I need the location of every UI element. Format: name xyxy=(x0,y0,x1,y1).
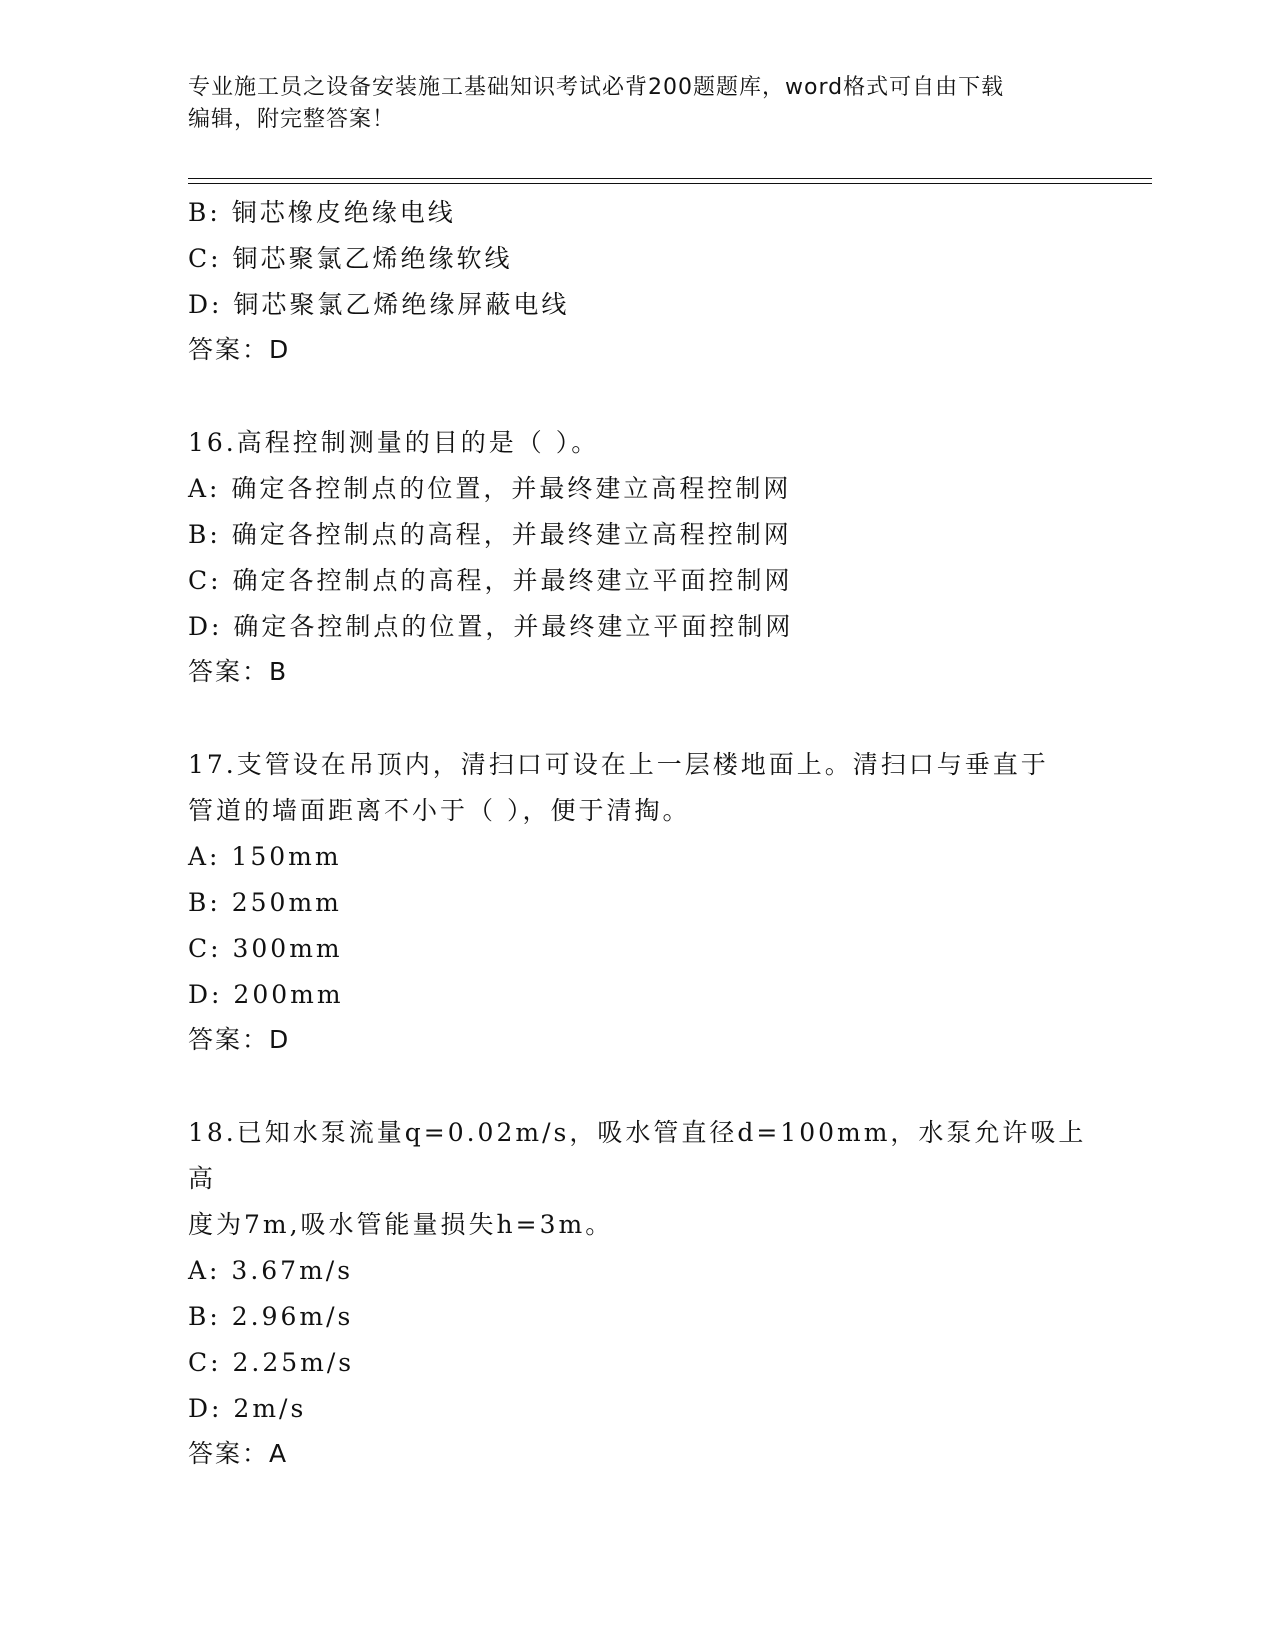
option-d: D: 2m/s xyxy=(188,1394,307,1423)
option-a: A: 3.67m/s xyxy=(188,1256,354,1285)
answer: 答案：D xyxy=(188,335,291,364)
question-text-line-2: 管道的墙面距离不小于（ ），便于清掏。 xyxy=(188,796,691,825)
question-18 xyxy=(188,1110,1088,1476)
option-d: D: 200mm xyxy=(188,980,344,1009)
option-c: C: 确定各控制点的高程，并最终建立平面控制网 xyxy=(188,566,793,595)
option-d: D: 铜芯聚氯乙烯绝缘屏蔽电线 xyxy=(188,290,570,319)
option-a: A: 确定各控制点的位置，并最终建立高程控制网 xyxy=(188,474,792,503)
header-divider-bottom xyxy=(188,183,1152,184)
header-title-line-2: 编辑，附完整答案！ xyxy=(188,107,396,132)
header-divider-top xyxy=(188,178,1152,179)
question-list xyxy=(188,190,1088,1476)
option-b: B: 铜芯橡皮绝缘电线 xyxy=(188,198,456,227)
question-17 xyxy=(188,742,1088,1062)
answer: 答案：B xyxy=(188,657,289,686)
question-text-line-1: 18.已知水泵流量q=0.02m/s，吸水管直径d=100mm，水泵允许吸上高 xyxy=(188,1118,1087,1193)
question-text-line-1: 17.支管设在吊顶内，清扫口可设在上一层楼地面上。清扫口与垂直于 xyxy=(188,750,1049,779)
document-header xyxy=(188,72,1088,136)
question-text: 16.高程控制测量的目的是（ ）。 xyxy=(188,428,600,457)
option-b: B: 250mm xyxy=(188,888,342,917)
option-a: A: 150mm xyxy=(188,842,342,871)
option-b: B: 2.96m/s xyxy=(188,1302,354,1331)
option-c: C: 铜芯聚氯乙烯绝缘软线 xyxy=(188,244,513,273)
option-c: C: 2.25m/s xyxy=(188,1348,355,1377)
answer: 答案：A xyxy=(188,1439,289,1468)
question-15-continued xyxy=(188,190,1088,372)
question-16 xyxy=(188,420,1088,694)
option-d: D: 确定各控制点的位置，并最终建立平面控制网 xyxy=(188,612,794,641)
option-c: C: 300mm xyxy=(188,934,343,963)
header-title-line-1: 专业施工员之设备安装施工基础知识考试必背200题题库，word格式可自由下载 xyxy=(188,75,1005,100)
option-b: B: 确定各控制点的高程，并最终建立高程控制网 xyxy=(188,520,792,549)
question-text-line-2: 度为7m,吸水管能量损失h=3m。 xyxy=(188,1210,614,1239)
answer: 答案：D xyxy=(188,1025,291,1054)
